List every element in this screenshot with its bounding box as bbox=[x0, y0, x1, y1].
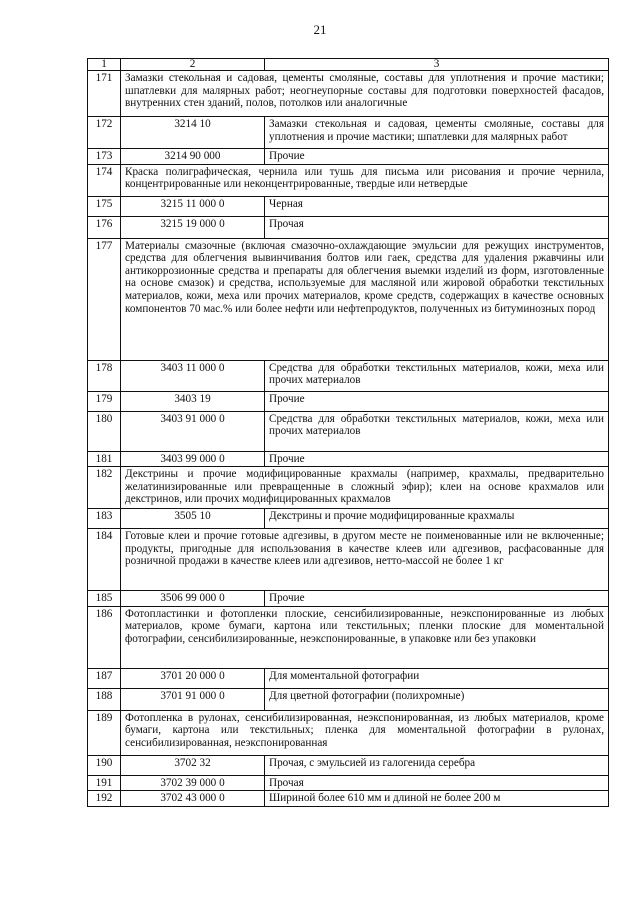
group-description: Материалы смазочные (включая смазочно-охлаждающие эмульсии для режущих инструментов, средства для облегчения вывинчивания болтов или гаек, средства для удаления ржавчины или антикоррозионные средства и препараты для облегчения выемки изделий из форм, изготовленные на основе смазок) и средства, используемые для масляной или жировой обработки текстильных материалов, кожи, меха или прочих материалов, кроме средств, содержащих в качестве основных компонентов 70 мас.% или более нефти или нефтепродуктов, полученных из битуминозных пород bbox=[121, 238, 609, 360]
commodity-code: 3506 99 000 0 bbox=[121, 591, 265, 607]
table-header-row bbox=[88, 59, 609, 71]
row-number: 177 bbox=[88, 238, 121, 360]
table-row bbox=[88, 755, 609, 775]
row-number: 192 bbox=[88, 791, 121, 807]
row-number: 186 bbox=[88, 606, 121, 668]
table-row bbox=[88, 509, 609, 529]
table-row bbox=[88, 529, 609, 591]
table-row bbox=[88, 710, 609, 755]
row-number: 189 bbox=[88, 710, 121, 755]
row-number: 182 bbox=[88, 467, 121, 509]
row-number: 181 bbox=[88, 451, 121, 467]
table-row bbox=[88, 668, 609, 688]
commodity-code: 3702 32 bbox=[121, 755, 265, 775]
table-row bbox=[88, 467, 609, 509]
table-row bbox=[88, 791, 609, 807]
commodity-code: 3403 99 000 0 bbox=[121, 451, 265, 467]
commodity-table bbox=[87, 58, 609, 807]
table-row bbox=[88, 117, 609, 149]
commodity-code: 3214 90 000 bbox=[121, 149, 265, 165]
row-number: 190 bbox=[88, 755, 121, 775]
header-cell-text: 3 bbox=[265, 59, 609, 71]
commodity-code: 3214 10 bbox=[121, 117, 265, 149]
group-description: Фотопластинки и фотопленки плоские, сенсибилизированные, неэкспонированные из любых материалов, кроме бумаги, картона или текстильных; пленки плоские для моментальной фотографии, сенсибилизированные, неэкспонированные, в упаковке или без упаковки bbox=[121, 606, 609, 668]
commodity-code: 3701 20 000 0 bbox=[121, 668, 265, 688]
commodity-code: 3702 39 000 0 bbox=[121, 775, 265, 791]
table-row bbox=[88, 196, 609, 216]
table-row bbox=[88, 164, 609, 196]
commodity-description: Черная bbox=[265, 196, 609, 216]
commodity-description: Прочие bbox=[265, 149, 609, 165]
commodity-description: Для цветной фотографии (полихромные) bbox=[265, 688, 609, 710]
table-row bbox=[88, 411, 609, 451]
page-number: 21 bbox=[313, 22, 327, 37]
header-cell-code: 2 bbox=[121, 59, 265, 71]
row-number: 188 bbox=[88, 688, 121, 710]
row-number: 180 bbox=[88, 411, 121, 451]
row-number: 175 bbox=[88, 196, 121, 216]
group-description: Фотопленка в рулонах, сенсибилизированная, неэкспонированная, из любых материалов, кроме бумаги, картона или текстильных; пленка для моментальной фотографии в рулонах, сенсибилизированная, неэкспонированная bbox=[121, 710, 609, 755]
table-row bbox=[88, 591, 609, 607]
table-row bbox=[88, 360, 609, 391]
header-cell-num: 1 bbox=[88, 59, 121, 71]
table-row bbox=[88, 606, 609, 668]
commodity-description: Прочие bbox=[265, 451, 609, 467]
row-number: 172 bbox=[88, 117, 121, 149]
row-number: 173 bbox=[88, 149, 121, 165]
commodity-description: Прочая bbox=[265, 216, 609, 238]
commodity-code: 3215 19 000 0 bbox=[121, 216, 265, 238]
row-number: 171 bbox=[88, 71, 121, 117]
table-row bbox=[88, 688, 609, 710]
row-number: 185 bbox=[88, 591, 121, 607]
row-number: 174 bbox=[88, 164, 121, 196]
commodity-description: Прочая, с эмульсией из галогенида серебра bbox=[265, 755, 609, 775]
commodity-description: Замазки стекольная и садовая, цементы смоляные, составы для уплотнения и прочие мастики; шпатлевки для малярных работ bbox=[265, 117, 609, 149]
commodity-description: Средства для обработки текстильных материалов, кожи, меха или прочих материалов bbox=[265, 360, 609, 391]
table-row bbox=[88, 775, 609, 791]
commodity-code: 3215 11 000 0 bbox=[121, 196, 265, 216]
table-row bbox=[88, 149, 609, 165]
group-description: Готовые клеи и прочие готовые адгезивы, в другом месте не поименованные или не включенные; продукты, пригодные для использования в качестве клеев или адгезивов, расфасованные для розничной продажи в качестве клеев или адгезивов, нетто-массой не более 1 кг bbox=[121, 529, 609, 591]
row-number: 179 bbox=[88, 391, 121, 411]
commodity-code: 3505 10 bbox=[121, 509, 265, 529]
row-number: 184 bbox=[88, 529, 121, 591]
group-description: Замазки стекольная и садовая, цементы смоляные, составы для уплотнения и прочие мастики; шпатлевки для малярных работ; неогнеупорные составы для подготовки поверхностей фасадов, внутренних стен зданий, полов, потолков или аналогичные bbox=[121, 71, 609, 117]
commodity-description: Прочая bbox=[265, 775, 609, 791]
table-row bbox=[88, 451, 609, 467]
commodity-description: Средства для обработки текстильных материалов, кожи, меха или прочих материалов bbox=[265, 411, 609, 451]
commodity-code: 3702 43 000 0 bbox=[121, 791, 265, 807]
table-row bbox=[88, 238, 609, 360]
row-number: 178 bbox=[88, 360, 121, 391]
row-number: 191 bbox=[88, 775, 121, 791]
commodity-code: 3403 91 000 0 bbox=[121, 411, 265, 451]
group-description: Краска полиграфическая, чернила или тушь для письма или рисования и прочие чернила, концентрированные или неконцентрированные, твердые или нетвердые bbox=[121, 164, 609, 196]
table-row bbox=[88, 71, 609, 117]
row-number: 187 bbox=[88, 668, 121, 688]
group-description: Декстрины и прочие модифицированные крахмалы (например, крахмалы, предварительно желатинизированные или превращенные в сложный эфир); клеи на основе крахмалов или декстринов, или прочих модифицированных крахмалов bbox=[121, 467, 609, 509]
commodity-description: Декстрины и прочие модифицированные крахмалы bbox=[265, 509, 609, 529]
table-row bbox=[88, 216, 609, 238]
commodity-description: Для моментальной фотографии bbox=[265, 668, 609, 688]
table-row bbox=[88, 391, 609, 411]
row-number: 183 bbox=[88, 509, 121, 529]
row-number: 176 bbox=[88, 216, 121, 238]
commodity-description: Шириной более 610 мм и длиной не более 200 м bbox=[265, 791, 609, 807]
commodity-code: 3403 11 000 0 bbox=[121, 360, 265, 391]
commodity-description: Прочие bbox=[265, 591, 609, 607]
commodity-code: 3403 19 bbox=[121, 391, 265, 411]
commodity-description: Прочие bbox=[265, 391, 609, 411]
commodity-code: 3701 91 000 0 bbox=[121, 688, 265, 710]
